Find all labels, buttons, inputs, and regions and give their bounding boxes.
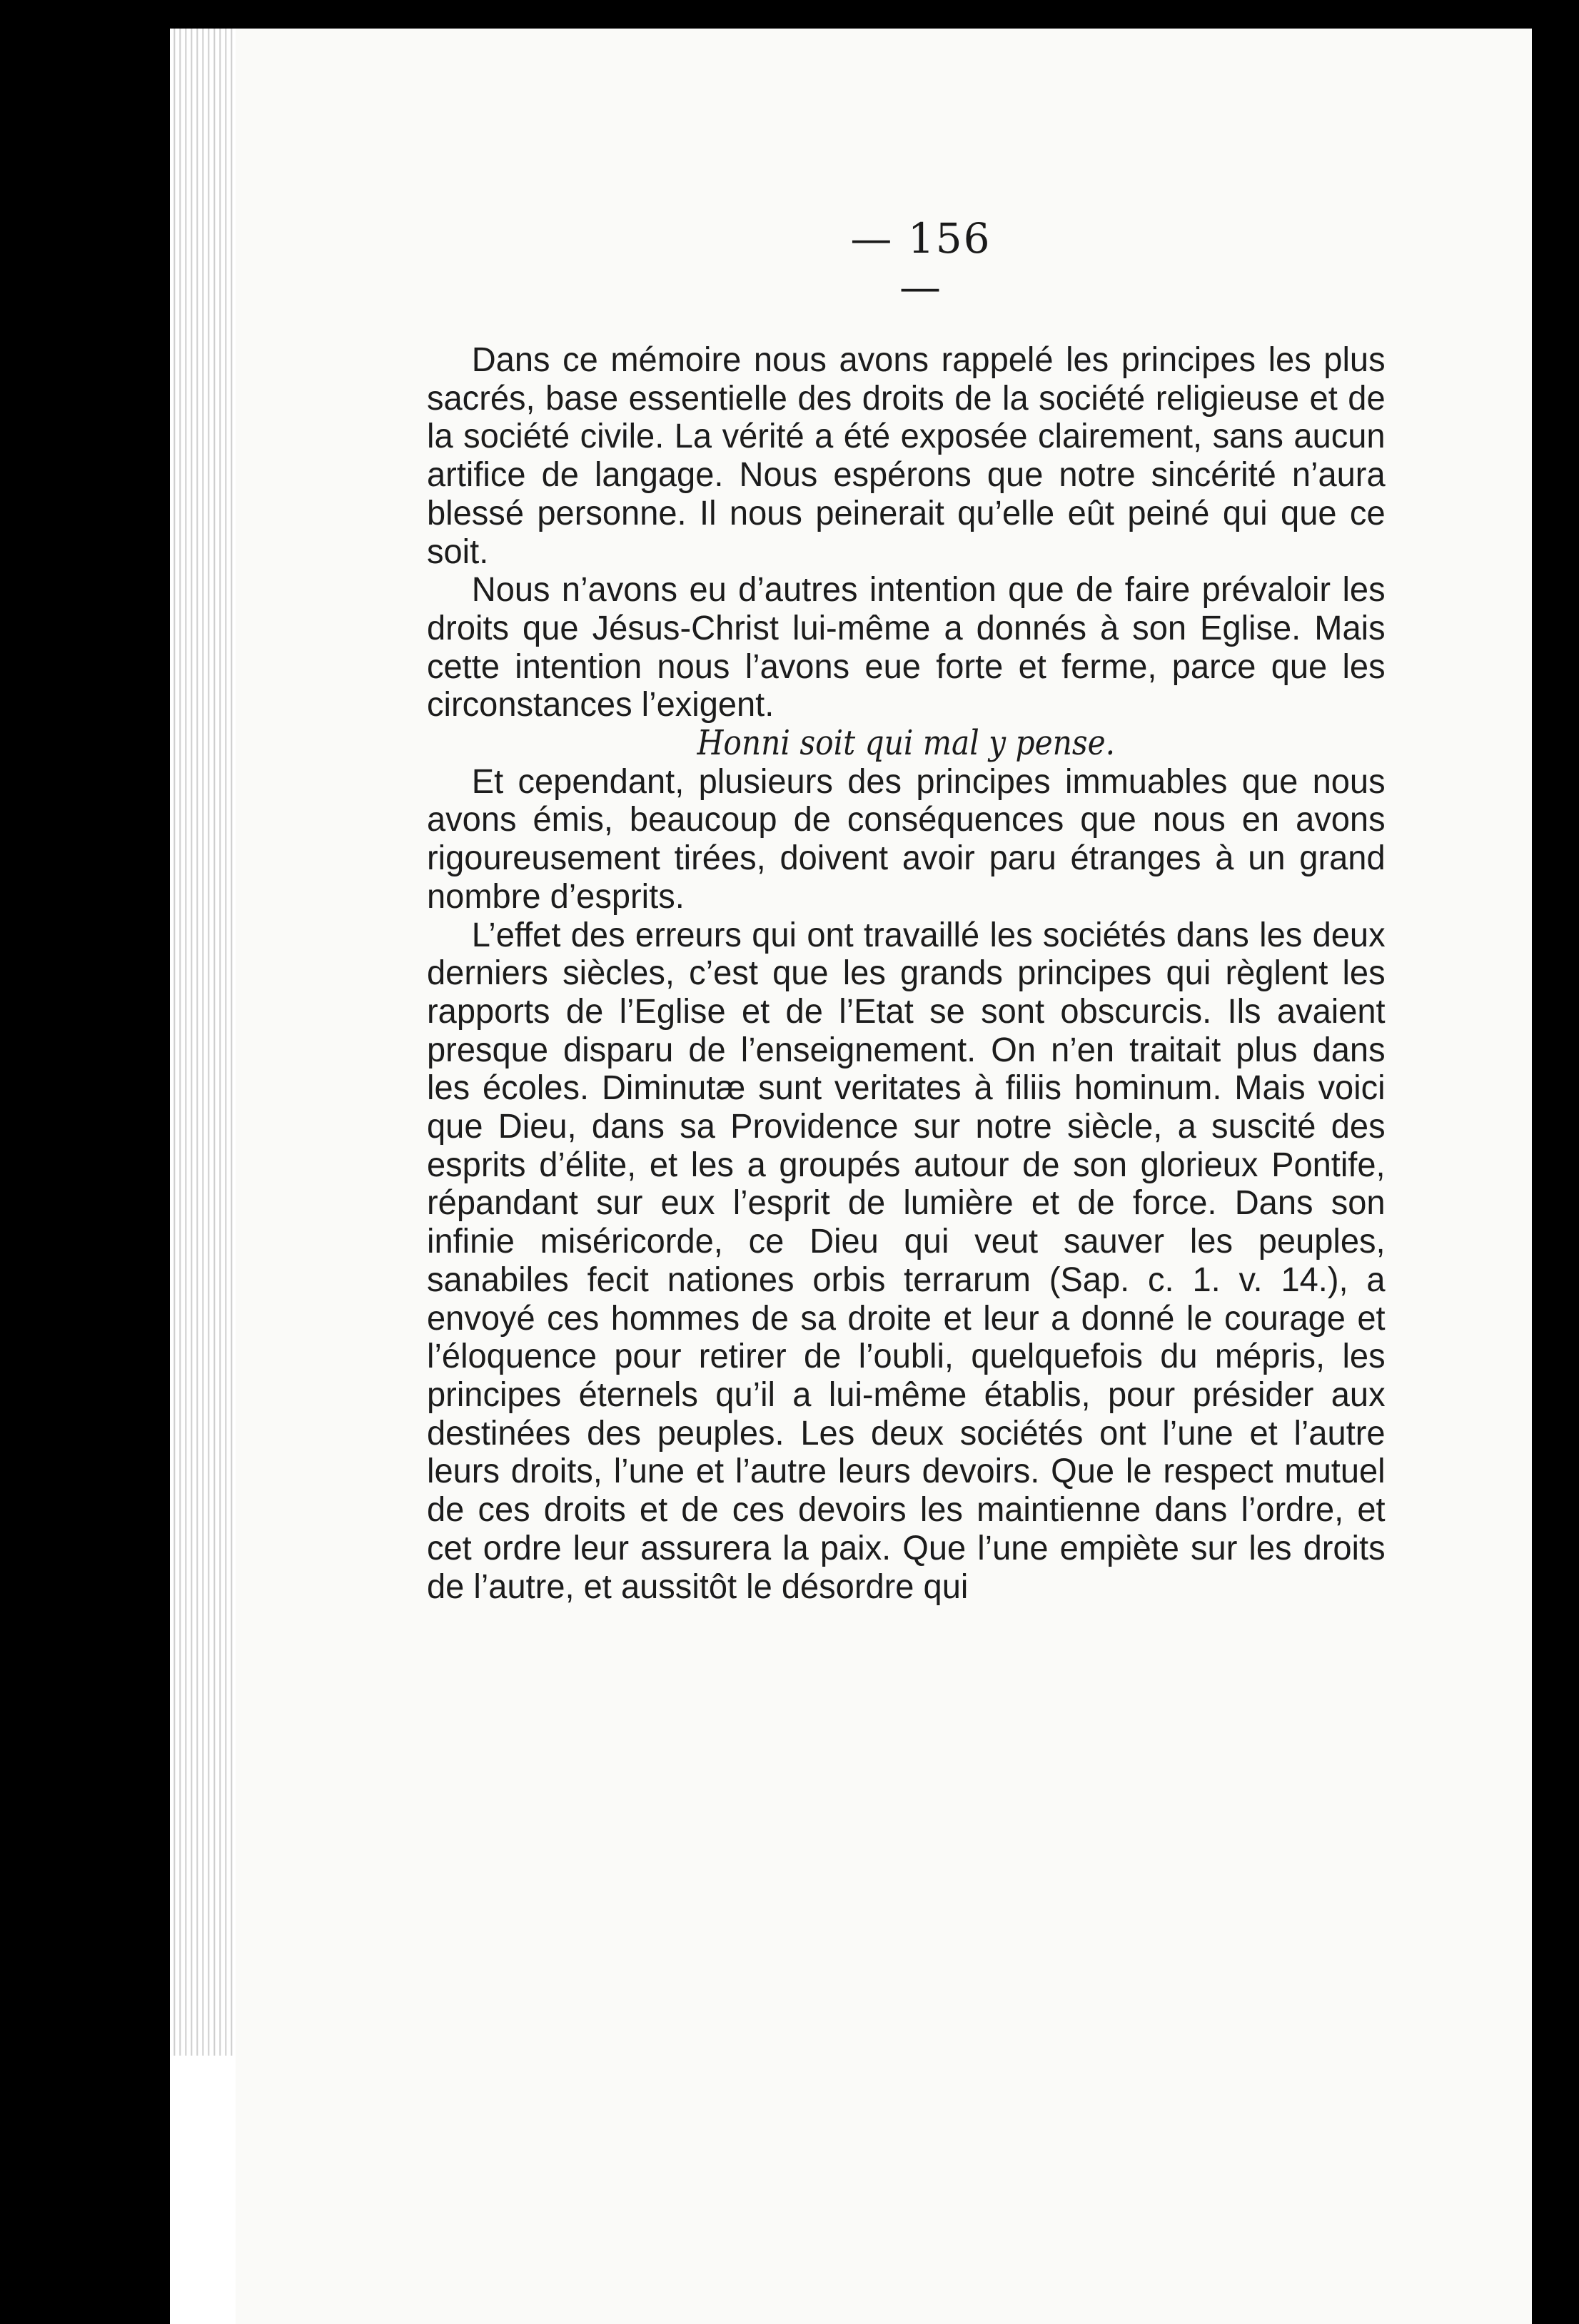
- scan-border-right: [1533, 0, 1579, 2324]
- page-body: [427, 341, 1386, 1606]
- scan-border-left: [0, 0, 170, 2324]
- motto-line: Honni soit qui mal y pense.: [697, 723, 1116, 764]
- paragraph: Et cependant, plusieurs des principes immuables que nous avons émis, beaucoup de conséquences que nous en avons rigoureusement tirées, doivent avoir paru étranges à un grand nombre d’esprits.: [427, 762, 1386, 916]
- paragraph: Dans ce mémoire nous avons rappelé les principes les plus sacrés, base essentielle des droits de la société religieuse et de la société civile. La vérité a été exposée clairement, sans aucun artifice de langage. Nous espérons que notre sincérité n’aura blessé personne. Il nous peinerait qu’elle eût peiné qui que ce soit.: [427, 341, 1386, 571]
- page-number: — 156 —: [850, 214, 992, 311]
- paragraph: L’effet des erreurs qui ont travaillé les sociétés dans les deux derniers siècles, c’est que les grands principes qui règlent les rapports de l’Eglise et de l’Etat se sont obscurcis. Ils avaient presque disparu de l’enseignement. On n’en traitait plus dans les écoles. Diminutæ sunt veritates à filiis hominum. Mais voici que Dieu, dans sa Providence sur notre siècle, a suscité des esprits d’élite, et les a groupés autour de son glorieux Pontife, répandant sur eux l’esprit de lumière et de force. Dans son infinie miséricorde, ce Dieu qui veut sauver les peuples, sanabiles fecit nationes orbis terrarum (Sap. c. 1. v. 14.), a envoyé ces hommes de sa droite et leur a donné le courage et l’éloquence pour retirer de l’oubli, quelquefois du mépris, les principes éternels qu’il a lui-même établis, pour présider aux destinées des peuples. Les deux sociétés ont l’une et l’autre leurs droits, l’une et l’autre leurs devoirs. Que le respect mutuel de ces droits et de ces devoirs les maintienne dans l’ordre, et cet ordre leur assurera la paix. Que l’une empiète sur les droits de l’autre, et aussitôt le désordre qui: [427, 916, 1386, 1606]
- scan-border-top: [170, 0, 1533, 29]
- book-gutter-line: [1532, 0, 1535, 2324]
- paragraph: Nous n’avons eu d’autres intention que de faire prévaloir les droits que Jésus-Christ lui-même a donnés à son Eglise. Mais cette intention nous l’avons eue forte et ferme, parce que les circonstances l’exigent.: [427, 571, 1386, 724]
